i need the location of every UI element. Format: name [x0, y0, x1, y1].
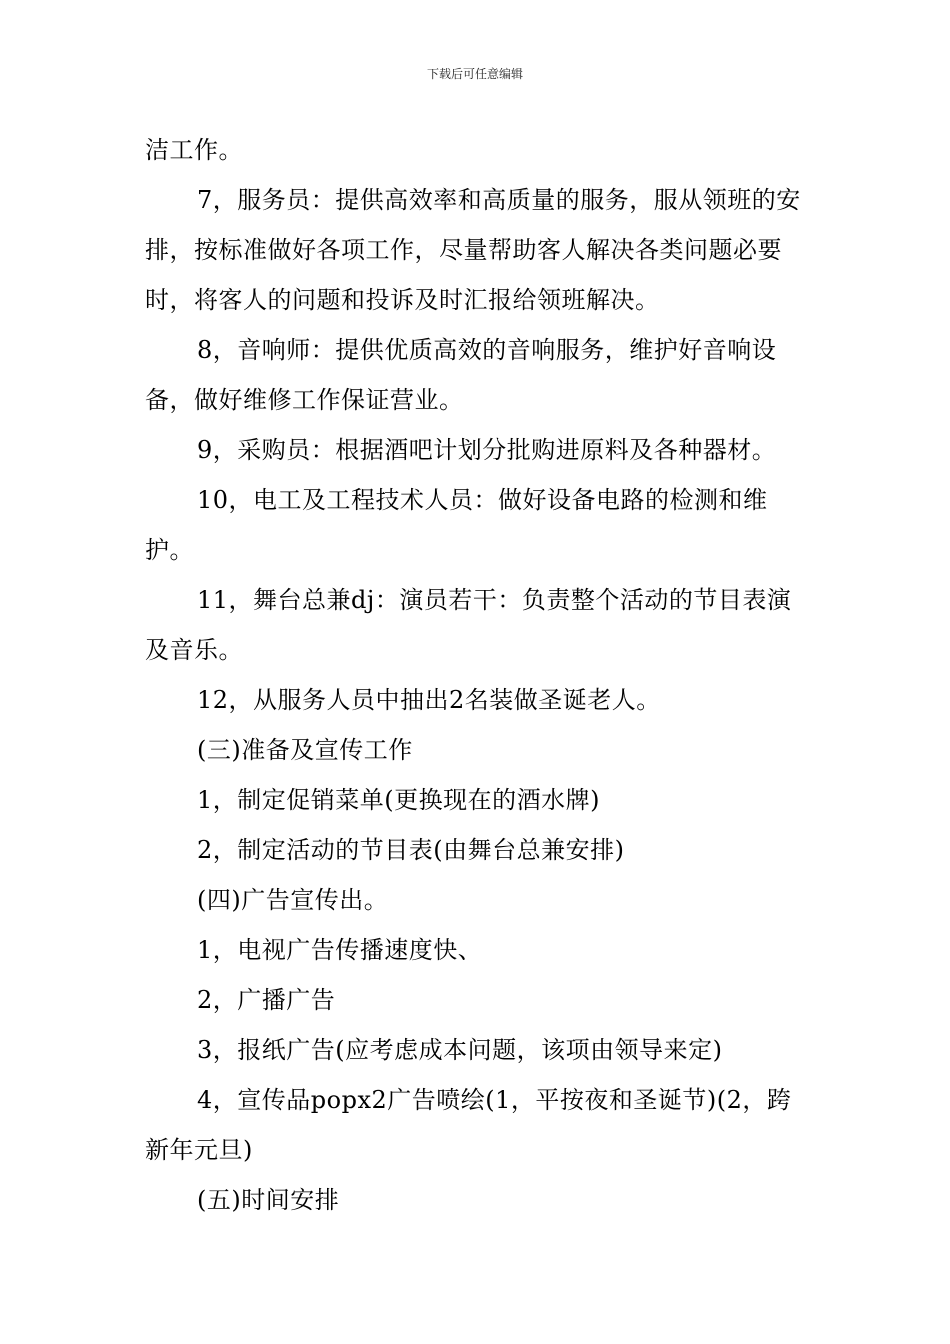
paragraph-ad-4: 4，宣传品popx2广告喷绘(1，平按夜和圣诞节)(2，跨新年元旦)	[145, 1086, 792, 1164]
document-body	[145, 125, 810, 1225]
paragraph-item-11-stage-dj: 11，舞台总兼dj：演员若干：负责整个活动的节目表演及音乐。	[145, 586, 792, 664]
section-heading-schedule: (五)时间安排	[197, 1186, 340, 1214]
paragraph-item-7-waiter: 7，服务员：提供高效率和高质量的服务，服从领班的安排，按标准做好各项工作，尽量帮助客人解决各类问题必要时，将客人的问题和投诉及时汇报给领班解决。	[145, 186, 801, 314]
paragraph-ad-2: 2，广播广告	[197, 986, 336, 1014]
paragraph-prep-2: 2，制定活动的节目表(由舞台总兼安排)	[197, 836, 625, 864]
section-heading-preparation: (三)准备及宣传工作	[197, 736, 413, 764]
paragraph-ad-3: 3，报纸广告(应考虑成本问题，该项由领导来定)	[197, 1036, 723, 1064]
paragraph-item-8-sound-engineer: 8，音响师：提供优质高效的音响服务，维护好音响设备，做好维修工作保证营业。	[145, 336, 777, 414]
paragraph-item-9-buyer: 9，采购员：根据酒吧计划分批购进原料及各种器材。	[197, 436, 777, 464]
paragraph-prep-1: 1，制定促销菜单(更换现在的酒水牌)	[197, 786, 600, 814]
paragraph-item-12-santa: 12，从服务人员中抽出2名装做圣诞老人。	[197, 686, 661, 714]
paragraph-continuation: 洁工作。	[145, 136, 243, 164]
page-header: 下载后可任意编辑	[426, 67, 523, 81]
section-heading-advertising: (四)广告宣传出。	[197, 886, 389, 914]
paragraph-item-10-electrician: 10，电工及工程技术人员：做好设备电路的检测和维护。	[145, 486, 768, 564]
paragraph-ad-1: 1，电视广告传播速度快、	[197, 936, 483, 964]
